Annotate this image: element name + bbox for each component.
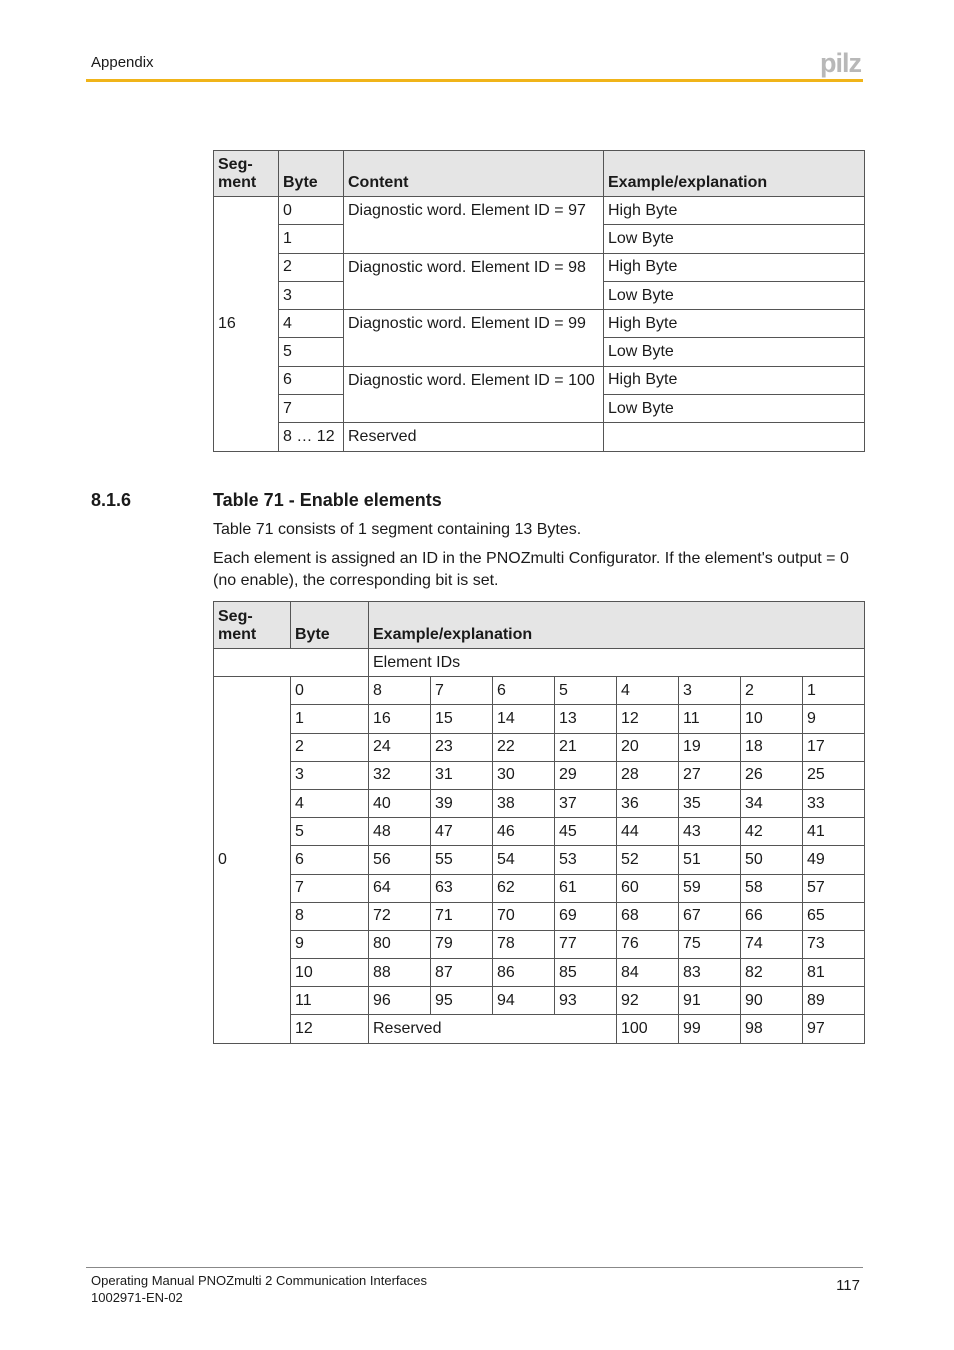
element-id-cell: 15 (431, 705, 493, 733)
element-id-cell: 60 (617, 874, 679, 902)
element-id-cell: 63 (431, 874, 493, 902)
element-id-cell: 69 (555, 902, 617, 930)
element-id-cell: 89 (803, 987, 865, 1015)
table-row (214, 677, 865, 705)
byte-cell: 11 (291, 987, 369, 1015)
element-id-cell: 50 (741, 846, 803, 874)
element-id-cell: 28 (617, 761, 679, 789)
byte-cell: 0 (291, 677, 369, 705)
element-id-cell: 30 (493, 761, 555, 789)
element-id-cell: 77 (555, 930, 617, 958)
byte-cell: 8 … 12 (279, 423, 344, 451)
byte-cell: 3 (291, 761, 369, 789)
section-number: 8.1.6 (91, 490, 132, 510)
table-row (214, 959, 865, 987)
element-id-cell: 2 (741, 677, 803, 705)
byte-cell: 2 (291, 733, 369, 761)
paragraph: Each element is assigned an ID in the PNOZmulti Configurator. If the element's output = 0 (no enable), the corresponding bit is set. (213, 550, 849, 589)
byte-cell: 6 (291, 846, 369, 874)
element-id-cell: 83 (679, 959, 741, 987)
element-id-cell: 46 (493, 818, 555, 846)
footer-rule (86, 1267, 863, 1268)
element-id-cell: 33 (803, 789, 865, 817)
byte-cell: 7 (291, 874, 369, 902)
element-id-cell: 17 (803, 733, 865, 761)
element-id-cell: 86 (493, 959, 555, 987)
col-header-segment: Seg- ment (214, 151, 279, 197)
element-id-cell: 18 (741, 733, 803, 761)
byte-cell: 9 (291, 930, 369, 958)
col-header-example: Example/explanation (604, 151, 865, 197)
segment-cell: 0 (214, 677, 291, 1043)
element-id-cell: 32 (369, 761, 431, 789)
element-id-cell: 99 (679, 1015, 741, 1043)
element-id-cell: 31 (431, 761, 493, 789)
element-id-cell: 82 (741, 959, 803, 987)
element-id-cell: 61 (555, 874, 617, 902)
element-id-cell: 42 (741, 818, 803, 846)
content-cell: Diagnostic word. Element ID = 99 (344, 310, 604, 367)
example-cell (604, 423, 865, 451)
element-id-cell: 11 (679, 705, 741, 733)
table-row (214, 789, 865, 817)
element-id-cell: 1 (803, 677, 865, 705)
element-ids-subheader: Element IDs (369, 649, 865, 677)
content-cell: Reserved (344, 423, 604, 451)
element-id-cell: 73 (803, 930, 865, 958)
element-id-cell: 74 (741, 930, 803, 958)
page-number: 117 (836, 1277, 860, 1294)
content-cell: Diagnostic word. Element ID = 100 (344, 366, 604, 423)
element-id-cell: 97 (803, 1015, 865, 1043)
element-id-cell: 49 (803, 846, 865, 874)
example-cell: Low Byte (604, 281, 865, 309)
element-id-cell: 85 (555, 959, 617, 987)
element-id-cell: 84 (617, 959, 679, 987)
reserved-cell: Reserved (369, 1015, 617, 1043)
element-id-cell: 88 (369, 959, 431, 987)
byte-cell: 10 (291, 959, 369, 987)
example-cell: High Byte (604, 253, 865, 281)
element-id-cell: 26 (741, 761, 803, 789)
element-id-cell: 59 (679, 874, 741, 902)
element-id-cell: 55 (431, 846, 493, 874)
col-header-example: Example/explanation (369, 602, 865, 649)
element-id-cell: 14 (493, 705, 555, 733)
table-row (214, 987, 865, 1015)
table-row (214, 1015, 865, 1043)
content-cell: Diagnostic word. Element ID = 97 (344, 197, 604, 254)
element-id-cell: 34 (741, 789, 803, 817)
element-id-cell: 20 (617, 733, 679, 761)
table-row (214, 818, 865, 846)
element-id-cell: 71 (431, 902, 493, 930)
element-id-cell: 92 (617, 987, 679, 1015)
manual-title: Operating Manual PNOZmulti 2 Communication Interfaces (91, 1273, 427, 1288)
element-id-cell: 21 (555, 733, 617, 761)
element-id-cell: 96 (369, 987, 431, 1015)
element-id-cell: 6 (493, 677, 555, 705)
footer-info (91, 1272, 427, 1306)
example-cell: Low Byte (604, 395, 865, 423)
element-id-cell: 64 (369, 874, 431, 902)
section-title: Table 71 - Enable elements (213, 490, 442, 510)
element-id-cell: 81 (803, 959, 865, 987)
element-id-cell: 38 (493, 789, 555, 817)
element-id-cell: 78 (493, 930, 555, 958)
byte-cell: 6 (279, 366, 344, 394)
element-id-cell: 52 (617, 846, 679, 874)
element-id-cell: 98 (741, 1015, 803, 1043)
document-number: 1002971-EN-02 (91, 1290, 183, 1305)
element-id-cell: 76 (617, 930, 679, 958)
element-id-cell: 66 (741, 902, 803, 930)
byte-cell: 12 (291, 1015, 369, 1043)
element-id-cell: 48 (369, 818, 431, 846)
content-cell: Diagnostic word. Element ID = 98 (344, 253, 604, 310)
element-id-cell: 25 (803, 761, 865, 789)
element-id-cell: 67 (679, 902, 741, 930)
element-id-cell: 41 (803, 818, 865, 846)
element-id-cell: 56 (369, 846, 431, 874)
byte-cell: 5 (279, 338, 344, 366)
table-row (214, 705, 865, 733)
element-id-cell: 90 (741, 987, 803, 1015)
byte-cell: 4 (291, 789, 369, 817)
element-id-cell: 45 (555, 818, 617, 846)
element-id-cell: 93 (555, 987, 617, 1015)
element-id-cell: 68 (617, 902, 679, 930)
enable-elements-table (213, 601, 865, 1044)
byte-cell: 5 (291, 818, 369, 846)
byte-cell: 2 (279, 253, 344, 281)
header-rule (86, 79, 863, 82)
element-id-cell: 43 (679, 818, 741, 846)
element-id-cell: 44 (617, 818, 679, 846)
table-row (214, 930, 865, 958)
element-id-cell: 22 (493, 733, 555, 761)
element-id-cell: 65 (803, 902, 865, 930)
element-id-cell: 72 (369, 902, 431, 930)
element-id-cell: 12 (617, 705, 679, 733)
pilz-logo: pilz (820, 48, 861, 78)
element-id-cell: 40 (369, 789, 431, 817)
running-header: Appendix (91, 54, 154, 71)
element-id-cell: 80 (369, 930, 431, 958)
element-id-cell: 62 (493, 874, 555, 902)
diagnostic-table (213, 150, 865, 452)
element-id-cell: 27 (679, 761, 741, 789)
element-id-cell: 53 (555, 846, 617, 874)
element-id-cell: 47 (431, 818, 493, 846)
empty-cell (214, 649, 369, 677)
example-cell: High Byte (604, 197, 865, 225)
element-id-cell: 10 (741, 705, 803, 733)
element-id-cell: 36 (617, 789, 679, 817)
byte-cell: 3 (279, 281, 344, 309)
element-id-cell: 100 (617, 1015, 679, 1043)
table-row (214, 733, 865, 761)
element-id-cell: 75 (679, 930, 741, 958)
element-id-cell: 13 (555, 705, 617, 733)
element-id-cell: 29 (555, 761, 617, 789)
byte-cell: 7 (279, 395, 344, 423)
element-id-cell: 79 (431, 930, 493, 958)
byte-cell: 0 (279, 197, 344, 225)
element-id-cell: 70 (493, 902, 555, 930)
element-id-cell: 7 (431, 677, 493, 705)
element-id-cell: 54 (493, 846, 555, 874)
example-cell: Low Byte (604, 225, 865, 253)
element-id-cell: 4 (617, 677, 679, 705)
paragraph: Table 71 consists of 1 segment containing 13 Bytes. (213, 521, 582, 538)
byte-cell: 8 (291, 902, 369, 930)
element-id-cell: 37 (555, 789, 617, 817)
element-id-cell: 5 (555, 677, 617, 705)
element-id-cell: 39 (431, 789, 493, 817)
example-cell: High Byte (604, 366, 865, 394)
table-row (214, 874, 865, 902)
table-row (214, 902, 865, 930)
col-header-content: Content (344, 151, 604, 197)
example-cell: Low Byte (604, 338, 865, 366)
element-id-cell: 3 (679, 677, 741, 705)
table-row (214, 761, 865, 789)
col-header-byte: Byte (291, 602, 369, 649)
element-id-cell: 35 (679, 789, 741, 817)
element-id-cell: 9 (803, 705, 865, 733)
byte-cell: 1 (291, 705, 369, 733)
col-header-segment: Seg- ment (214, 602, 291, 649)
element-id-cell: 16 (369, 705, 431, 733)
element-id-cell: 57 (803, 874, 865, 902)
element-id-cell: 91 (679, 987, 741, 1015)
element-id-cell: 51 (679, 846, 741, 874)
example-cell: High Byte (604, 310, 865, 338)
table-row (214, 846, 865, 874)
element-id-cell: 24 (369, 733, 431, 761)
byte-cell: 4 (279, 310, 344, 338)
element-id-cell: 95 (431, 987, 493, 1015)
segment-cell: 16 (214, 197, 279, 452)
element-id-cell: 8 (369, 677, 431, 705)
element-id-cell: 87 (431, 959, 493, 987)
element-id-cell: 94 (493, 987, 555, 1015)
element-id-cell: 23 (431, 733, 493, 761)
element-id-cell: 19 (679, 733, 741, 761)
byte-cell: 1 (279, 225, 344, 253)
element-id-cell: 58 (741, 874, 803, 902)
col-header-byte: Byte (279, 151, 344, 197)
